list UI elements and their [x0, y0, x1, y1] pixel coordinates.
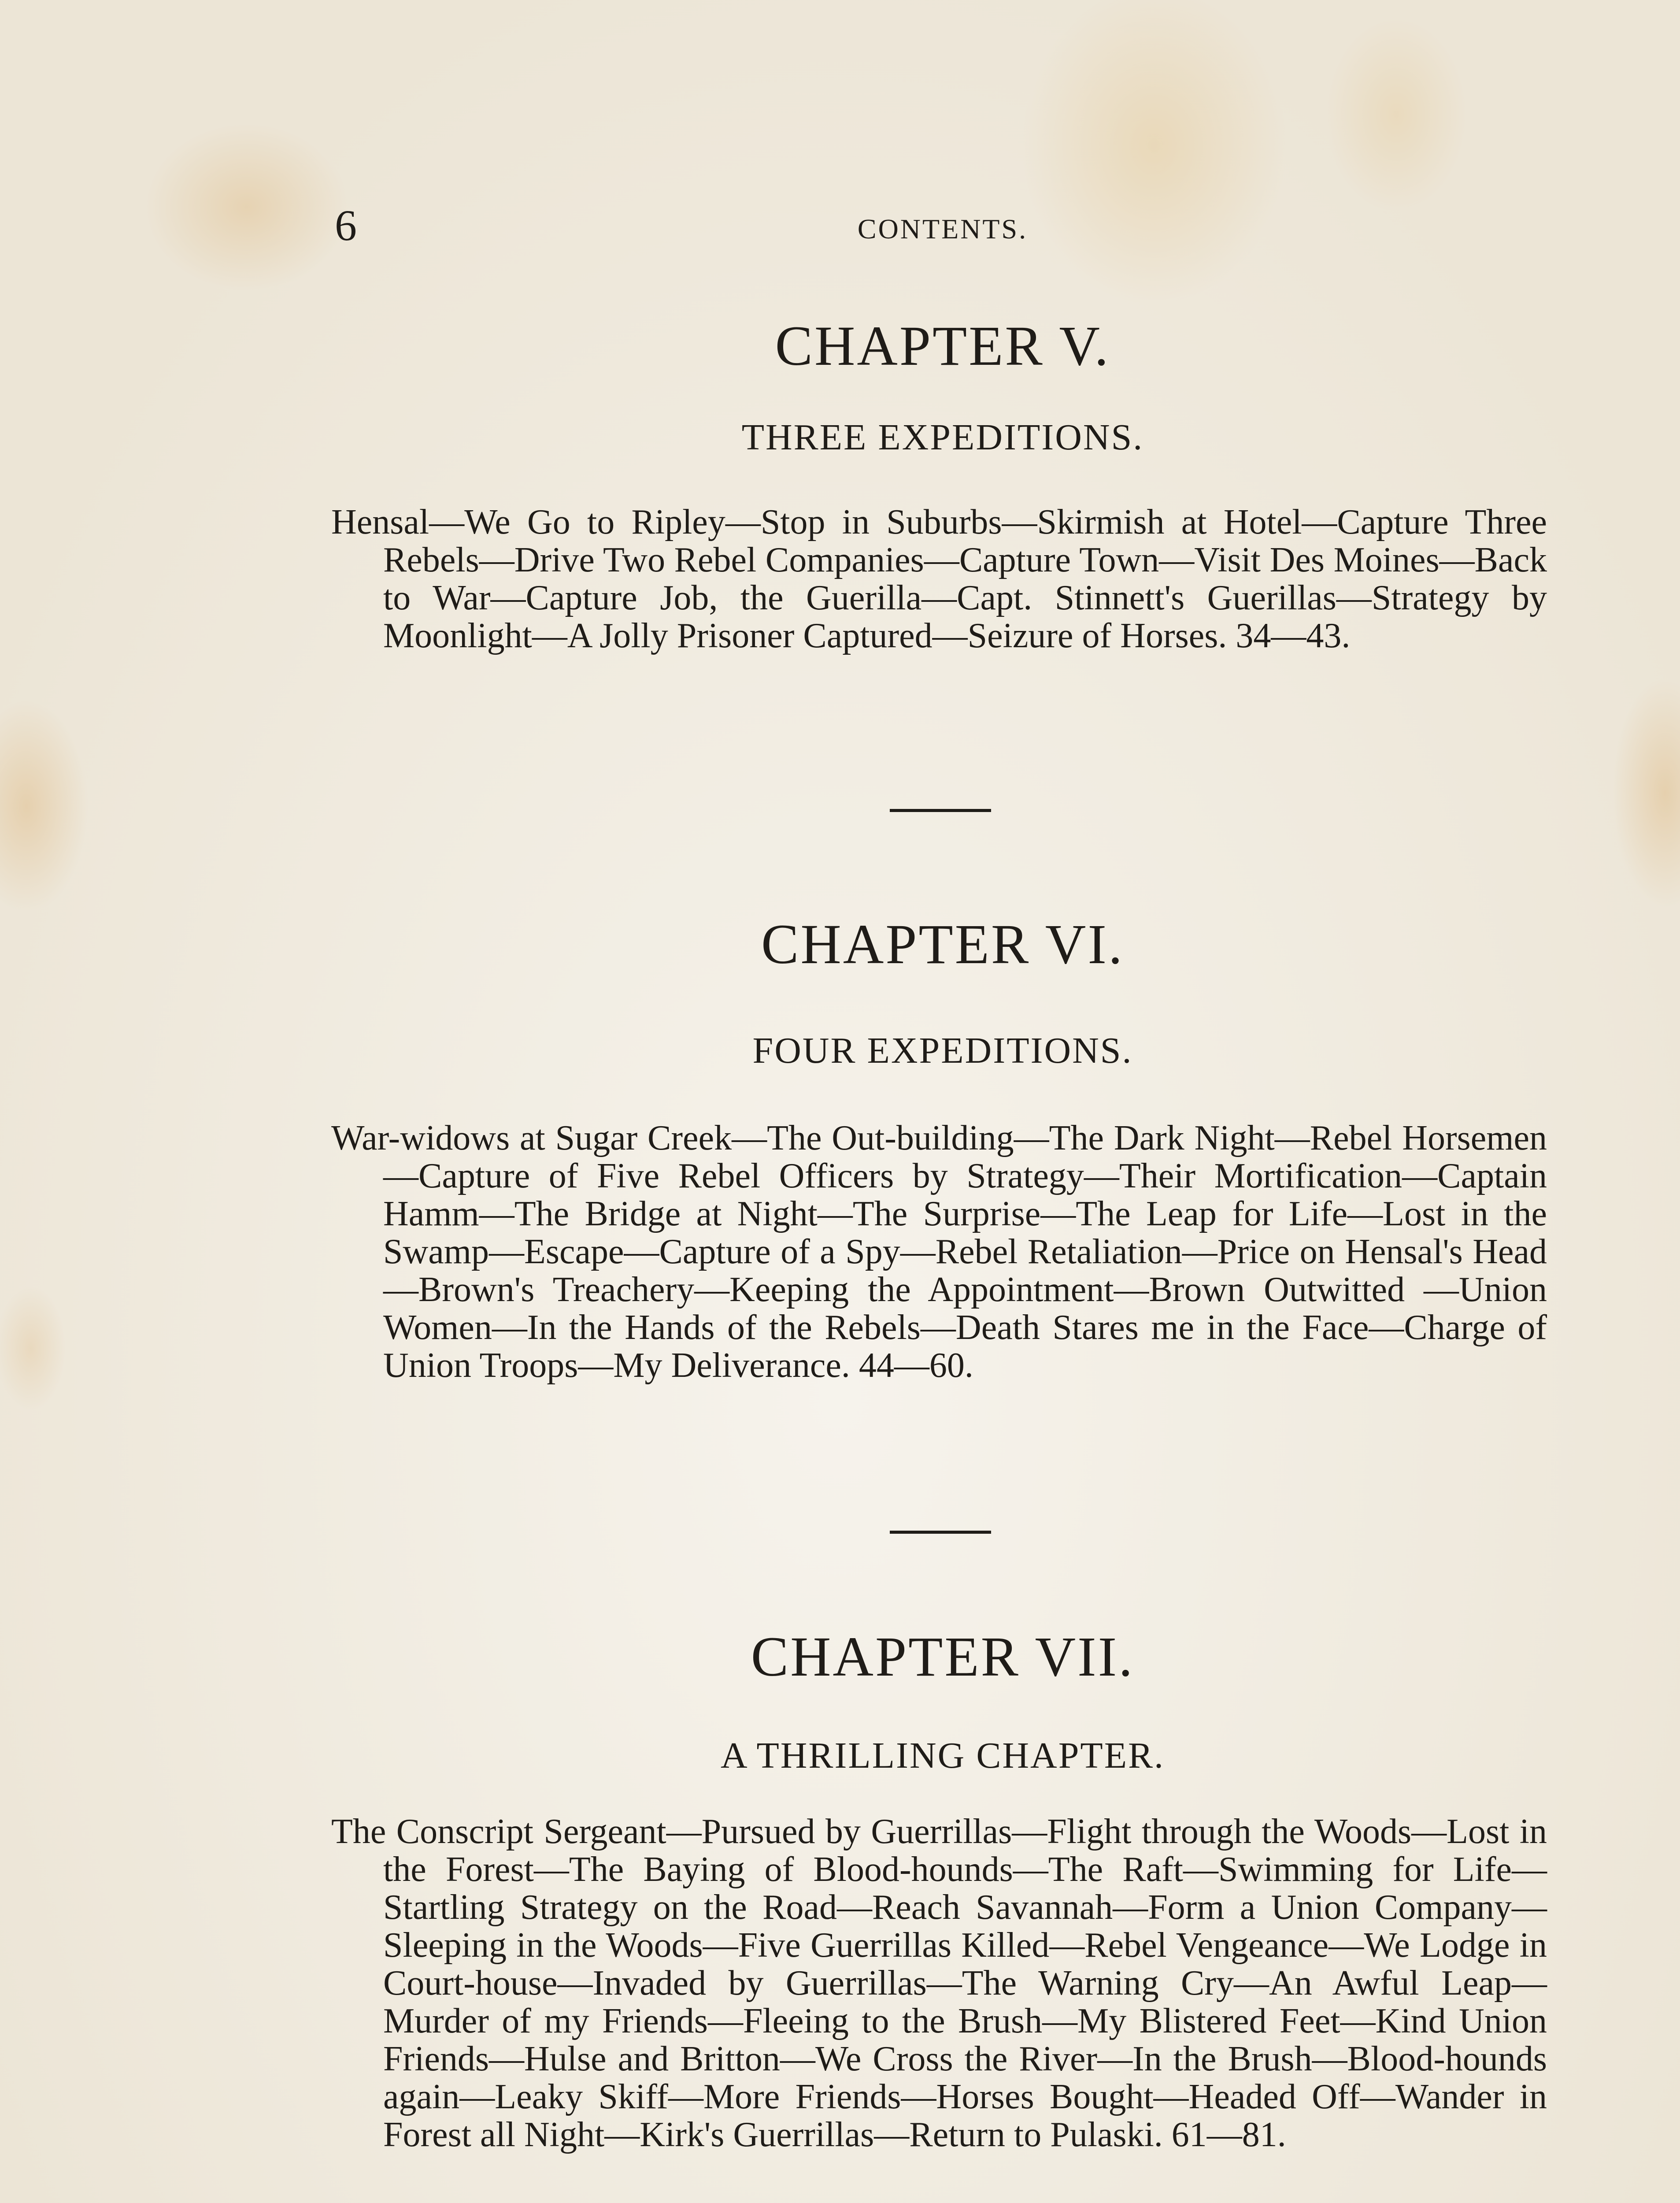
chapter-5-subtitle: THREE EXPEDITIONS. — [741, 417, 1144, 458]
chapter-6-title: CHAPTER VI. — [761, 913, 1124, 975]
page-header — [335, 199, 1550, 252]
chapter-5-title: CHAPTER V. — [775, 315, 1110, 377]
chapter-7-synopsis: The Conscript Sergeant—Pursued by Guerrillas—Flight through the Woods—Lost in the Forest—The Baying of Blood-hounds—The Raft—Swimming for Life—Startling Strategy on the Road—Reach Savannah—Form a Union Company—Sleeping in the Woods—Five Guerrillas Killed—Rebel Vengeance—We Lodge in Court-house—Invaded by Guerrillas—The Warning Cry—An Awful Leap—Murder of my Friends—Fleeing to the Brush—My Blistered Feet—Kind Union Friends—Hulse and Britton—We Cross the River—In the Brush—Blood-hounds again—Leaky Skiff—More Friends—Horses Bought—Headed Off—Wander in Forest all Night—Kirk's Guerrillas—Return to Pulaski. 61—81. — [331, 1812, 1547, 2154]
page-number: 6 — [335, 201, 357, 250]
chapter-7-subtitle: A THRILLING CHAPTER. — [720, 1735, 1165, 1776]
chapter-6-synopsis: War-widows at Sugar Creek—The Out-building—The Dark Night—Rebel Horsemen—Capture of Five Rebel Officers by Strategy—Their Mortification—Captain Hamm—The Bridge at Night—The Surprise—The Leap for Life—Lost in the Swamp—Escape—Capture of a Spy—Rebel Retaliation—Price on Hensal's Head—Brown's Treachery—Keeping the Appointment—Brown Outwitted —Union Women—In the Hands of the Rebels—Death Stares me in the Face—Charge of Union Troops—My Deliverance. 44—60. — [331, 1119, 1547, 1385]
running-head: CONTENTS. — [857, 213, 1028, 245]
section-divider — [890, 809, 991, 812]
chapter-5-synopsis: Hensal—We Go to Ripley—Stop in Suburbs—Skirmish at Hotel—Capture Three Rebels—Drive Two Rebel Companies—Capture Town—Visit Des Moines—Back to War—Capture Job, the Guerilla—Capt. Stinnett's Guerillas—Strategy by Moonlight—A Jolly Prisoner Captured—Seizure of Horses. 34—43. — [331, 503, 1547, 655]
chapter-7-title: CHAPTER VII. — [751, 1625, 1135, 1688]
chapter-6-subtitle: FOUR EXPEDITIONS. — [752, 1030, 1133, 1071]
section-divider — [890, 1531, 991, 1534]
